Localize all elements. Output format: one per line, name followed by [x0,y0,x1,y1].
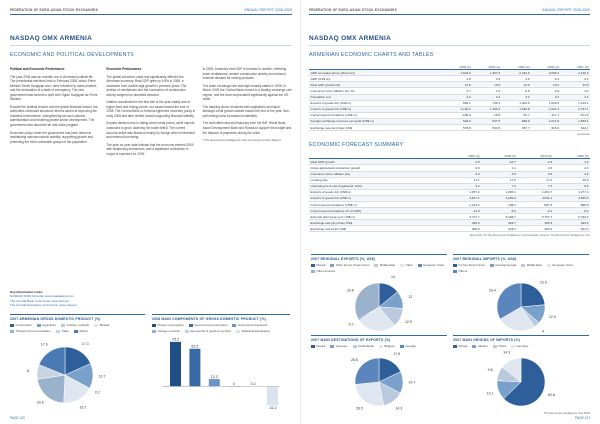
chart-legend [453,263,589,273]
data-label: 0.7 [348,322,354,327]
table-cell: Current-account balance (US$ m) [309,112,443,118]
table-cell: 13.8 [561,82,590,88]
legend-swatch [152,324,156,327]
chart-gdp-components-2008 [152,312,290,416]
column-header: 2005 (a) [502,64,531,70]
table-cell: 3.5 [481,171,517,177]
table-cell: 394.2 [517,226,553,232]
table-cell: 17.0 [517,177,553,183]
data-label: 17.3 [81,341,89,346]
table-cell: 4.9 [502,76,531,82]
chart-rule [453,335,589,336]
legend-swatch [10,324,14,327]
table-cell: 457.7 [502,125,531,131]
legend-swatch [311,264,315,267]
table-cell: 1,219.1 [561,100,590,106]
table-cell: 1,921.3 [531,106,560,112]
table-cell: 306.0 [445,226,481,232]
table-cell: Consumer price inflation (av) [309,171,445,177]
table-cell: -571.5 [561,112,590,118]
table-cell: Current-account balance (% of GDP) [309,208,445,214]
chart-rule [152,314,290,315]
header-right: ANNUAL REPORT 2008-2009 [542,8,590,12]
table-cell: 3.5 [517,171,553,177]
table-cell: 16.5 [554,177,590,183]
chart-export-destinations [311,333,447,417]
header-rule [10,14,292,15]
table-cell: -9.4 [554,208,590,214]
table-cell: 2,656.2 [531,70,560,76]
data-table [309,64,590,131]
table-cell: 401.3 [554,226,590,232]
table-cell: -788.1 [481,201,517,207]
table-cell: 578.8 [443,125,472,131]
table-cell: 5,168.1 [481,214,517,220]
data-label: 13.1 [486,391,494,396]
table-cell: Exports of goods fob (US$ m) [309,100,443,106]
table-cell: 2,797.1 [561,106,590,112]
table-cell: 363.7 [481,220,517,226]
forecast-table [309,153,590,237]
table-cell: 4.6 [554,171,590,177]
legend-item: Middle East [521,263,542,267]
paragraph: The year-on-year data indicate that the economy entered 2009 with weakening momentum, and a significant contraction in output is expected for 2009. [106,142,194,156]
data-label: 23.5 [539,280,547,285]
page-title: NASDAQ OMX ARMENIA [309,35,392,42]
key-links [10,290,77,307]
table-cell: 0.6 [502,88,531,94]
table-cell: 9.2 [561,76,590,82]
legend-item: Gross fixed investment [232,323,267,327]
data-label: 62.8 [547,392,555,397]
table-source: (a) Actual. [577,132,590,137]
chart-legend [311,263,447,273]
table-cell: 3.2 [561,94,590,100]
economic-table [309,64,590,136]
legend-swatch [330,264,334,267]
table-cell: 1,659.1 [561,118,590,124]
paragraph: Exports declined due to falling world metal prices, while imports continued to grow, widening the trade deficit. The current account deficit was financed mainly by foreign direct investment and external borrowing. [106,121,195,140]
table-cell: 3,289.3 [481,195,517,201]
data-label: 13.7 [98,374,106,379]
table-cell: 2.0 [517,165,553,171]
legend-item: Mineral [94,323,109,327]
table-cell: Imports of goods fob (US$ m) [309,195,445,201]
text-column-2 [106,67,195,159]
section-title: ARMENIAN ECONOMIC CHARTS AND TABLES [309,52,434,58]
column-header: 2006 (a) [531,64,560,70]
table-cell: Real GDP growth (%) [309,82,443,88]
table-cell: 3,149.3 [561,70,590,76]
table-row [309,125,590,131]
legend-item: Change in stocks [152,329,180,333]
title-rule [309,45,590,46]
chart-import-origins [453,333,589,417]
table-cell: 13.2 [531,82,560,88]
legend-swatch [400,264,404,267]
column-header: 2009 (b) [481,153,517,159]
table-cell: 3.2 [531,94,560,100]
text-columns [10,67,292,159]
data-label: 14.3 [503,350,511,355]
data-label: 12 [408,294,413,299]
legend-swatch [418,264,422,267]
chart-title: 2007 MAIN ORIGINS OF IMPORTS (%) [453,338,521,342]
legend-item: Russia [311,344,325,348]
column-header: 2004 (a) [472,64,501,70]
data-label: 12.2 [210,374,218,379]
legend-item: Others [453,269,467,273]
table-cell: 7.0 [517,183,553,189]
column-header: 2009 (b) [554,153,590,159]
chart-legend [10,323,145,333]
table-cell: 504.6 [443,118,472,124]
table-cell: 3,471.7 [445,214,481,220]
data-label: 14 [391,275,396,280]
table-cell: Unemployment rate (registered; av%) [309,183,445,189]
link-nasdaq[interactable]: NASDAQ OMX Armenia: www.nasdaqomx.am [10,294,74,299]
column-header: 2010 (b) [517,153,553,159]
table-cell: 416.0 [531,125,560,131]
chart-rule [311,335,447,336]
page-title: NASDAQ OMX ARMENIA [10,35,93,42]
data-table [309,153,590,232]
table-cell: 13.9 [502,82,531,88]
table-cell: 1,025.0 [531,100,560,106]
table-cell: 7.0 [472,88,501,94]
legend-swatch [521,264,525,267]
table-cell: -117.1 [531,112,560,118]
page-number: PAGE 120 [10,416,25,420]
bar [267,386,278,405]
table-cell: 2.8 [443,76,472,82]
pie-slice [355,358,379,384]
table-cell: 1,095.1 [481,189,517,195]
data-label: 0.2 [94,390,100,395]
legend-item: Statistical discrepancy [236,329,270,333]
table-cell: 1,907.9 [472,70,501,76]
chart-rule [311,254,447,255]
bar [189,349,200,387]
table-cell: 3,650.5 [554,195,590,201]
data-label: 4 [541,329,544,334]
table-cell: -897.5 [517,201,553,207]
legend-item: Ukraine [472,344,487,348]
pie-chart [453,273,589,337]
data-label: -32.2 [268,405,277,410]
table-cell: External debt (year-end; US$ m) [309,214,445,220]
table-cell: 2,242.9 [502,70,531,76]
link-central-bank[interactable]: The Central Bank of Armenia: www.cba.am [10,298,69,303]
legend-item: Other America [311,269,335,273]
table-cell: Gross agricultural production growth [309,165,445,171]
chart-title: 2008 MAIN COMPONENTS OF GROSS DOMESTIC PRODUCT (%) [152,317,266,321]
table-cell: -11.5 [445,208,481,214]
table-cell: 1,277.0 [554,189,590,195]
table-cell: 4.7 [443,88,472,94]
pie-chart [10,333,145,411]
table-cell: 1,071.8 [531,118,560,124]
bar [170,342,181,386]
table-cell: Consumer price inflation (av; %) [309,88,443,94]
table-cell: 385.9 [517,220,553,226]
table-cell: 6.3 [445,183,481,189]
data-label: 14.3 [395,406,403,411]
table-cell: 547.5 [472,118,501,124]
legend-item: Germany [511,344,528,348]
legend-item: Russia [311,263,325,267]
table-cell: 1,624.6 [443,70,472,76]
table-cell: 3,511.1 [517,195,553,201]
legend-item: Belgium [379,344,395,348]
data-label: 26.5 [355,406,363,411]
legend-item: European Union [418,263,444,267]
footnote: * The Economist Intelligence Unit, Armenia Country Report [202,138,281,143]
legend-item: Agriculture [37,323,56,327]
table-cell: 378.1 [481,226,517,232]
table-cell: 306.0 [445,220,481,226]
table-cell: 3.6 [472,76,501,82]
paragraph: Despite the political tension and the global financial turmoil, the authorities continued structural reforms aimed at improving the business environment, strengthening tax and customs administration and fostering private sector development. The government also launched an anti-crisis program. [10,104,98,128]
table-cell: 3.2 [443,94,472,100]
column-heading: Economic Performance [106,67,142,71]
legend-swatch [189,324,193,327]
table-cell: 6.8 [554,183,590,189]
data-label: 20.6 [36,400,44,405]
table-cell: Foreign-exchange reserves excl gold (US$ m) [309,118,443,124]
table-cell: 14.0 [443,82,472,88]
table-cell: 738.3 [472,100,501,106]
chart-rule [453,254,589,255]
pie-slice [37,375,65,403]
column-header: 2007 (a) [561,64,590,70]
table-cell: Current-account balance (US$ m) [309,201,445,207]
data-label: 33.6 [346,288,354,293]
title-rule [10,45,292,46]
legend-item: Other [400,263,413,267]
table-cell: 1.0 [554,159,590,165]
table-row [309,226,590,232]
table-cell: 696.1 [443,100,472,106]
table-cell: 5,737.7 [517,214,553,220]
legend-item: Georgia [400,344,416,348]
paragraph: Economic policy under the government has been aimed at maintaining macroeconomic stability, supporting growth and protecting the most vulnerable groups of the population. [10,130,94,144]
section-title: ECONOMIC AND POLITICAL DEVELOPMENTS [10,52,134,58]
legend-swatch [94,324,98,327]
data-label: 17.9 [40,342,48,347]
paragraph: The dram exchange rate was kept broadly stable in 2008. In March 2009 the Central Bank moved to a floating exchange rate regime, and the dram depreciated significantly against the US dollar. [202,83,292,102]
legend-item: Private consumption [152,323,184,327]
table-source: (a) Actual. (b) The Economist Intelligence Unit forecasts. Source: The Economist Intelligence Unit [469,233,590,238]
table-cell: Exchange rate (av) Dram:US$ [309,220,445,226]
data-label: 12.9 [404,319,412,324]
paragraph: In 2009, Armenia's real GDP is forecast to decline, reflecting lower remittances, weaker construction activity and reduced external demand for mining products. [202,67,287,81]
table-cell: 4.4 [561,88,590,94]
table-cell: 17.1 [445,177,481,183]
legend-item: European Union [547,263,573,267]
paragraph: The year 2008 was an eventful one in Armenian political life. The presidential elections held in February 2008, which Prime Minister Serzh Sargsyan won, were followed by mass protests and the declaration of a state of emergency. The new government was formed in April with Tigran Sargsyan as Prime Minister. [10,74,98,102]
legend-item: Trade [56,329,69,333]
legend-swatch [37,324,41,327]
data-label: 63.5 [191,344,199,349]
table-cell: -1,314.2 [445,201,481,207]
bar-chart [152,333,290,411]
chart-regional-imports [453,252,589,342]
table-cell: 1.1 [481,165,517,171]
text-column-1 [10,67,99,159]
chart-rule [10,314,145,315]
legend-item: Developing Asia [490,263,516,267]
table-cell: -898.8 [554,201,590,207]
column-header: 2008 (a) [445,153,481,159]
paragraph: The global economic crisis has significantly affected the Armenian economy. Real GDP grew by 6.8% in 2008, a slowdown from double-digit growth in previous years. The decline of remittances and the contraction of construction activity weighed on domestic demand. [106,74,187,97]
header-left: FEDERATION OF EURO-ASIAN STOCK EXCHANGES [309,8,397,12]
table-cell: 533.5 [472,125,501,131]
header-left: FEDERATION OF EURO-ASIAN STOCK EXCHANGES [10,8,98,12]
table-cell: -1.5 [517,159,553,165]
table-cell: 342.1 [561,125,590,131]
data-label: 16.7 [79,405,87,410]
table-cell: 1,130.2 [443,106,472,112]
table-cell: 3.2 [472,94,501,100]
table-cell: 10.5 [472,82,501,88]
pie-chart [311,348,447,412]
legend-item: Others [74,329,88,333]
chart-regional-exports [311,252,447,342]
header-rule [309,14,590,15]
table-cell: GDP at market prices (Dram bn) [309,70,443,76]
data-label: 0.2 [250,381,256,386]
legend-item: Construction [10,323,32,327]
table-cell: 9.0 [445,171,481,177]
table-cell: 2.0 [445,165,481,171]
right-page [300,0,600,424]
table-cell: 3,817.1 [445,195,481,201]
legend-item: Industry (+others) [61,323,89,327]
data-label: 8 [27,368,30,373]
column-heading: Political and Economic Performance [10,67,65,71]
table-cell: 17.5 [481,177,517,183]
legend-item: Russia [453,344,467,348]
table-cell: 6.4 [531,76,560,82]
data-label: 14.7 [408,380,416,385]
paragraph: Inflation accelerated in the first half of the year mainly due to higher food and energy prices, but eased toward the end of 2008. The Central Bank of Armenia tightened monetary policy in early 2008 and later shifted toward supporting financial stability. [106,100,196,118]
table-cell: Exchange rate Dram:US$ [309,226,445,232]
table-cell: 395.0 [554,220,590,226]
data-label: 12.9 [548,315,556,320]
chart-legend [152,323,290,333]
data-label: 26.6 [351,357,359,362]
table-cell: Imports of goods fob (US$ m) [309,106,443,112]
chart-title: 2007 REGIONAL EXPORTS (%, US$) [311,257,376,261]
data-label: 0 [232,382,235,387]
legend-swatch [547,264,551,267]
data-label: 33.4 [488,288,496,293]
legend-item: Transport & communication [10,329,51,333]
bar [209,379,220,386]
table-cell: 1,057.2 [445,189,481,195]
table-cell: -8.2 [481,208,517,214]
data-label: 9.8 [487,368,493,373]
links-heading: Key Information Links [10,290,43,294]
chart-title: 2007 MAIN DESTINATIONS OF EXPORTS (%) [311,338,391,342]
table-cell: -9.1 [517,208,553,214]
pie-chart [453,348,589,412]
page-header [309,8,590,12]
paragraph: The banking sector remained well capitalized and liquid, although credit growth slowed toward the end of the year. Non-performing loans increased moderately. [202,104,290,118]
table-cell: -19.6 [472,112,501,118]
pie-chart [311,273,447,337]
data-label: 17.9 [393,352,401,357]
table-cell: Real GDP growth [309,159,445,165]
data-label: 75.2 [172,337,179,342]
legend-item: Middle East [374,263,395,267]
legend-item: Netherlands [353,344,374,348]
table-cell: 3.2 [502,94,531,100]
page-number: PAGE 121 [575,416,590,420]
table-cell: Lending rate [309,177,445,183]
table-cell: 6.8 [445,159,481,165]
text-column-3 [203,67,292,159]
table-cell: 7.0 [481,183,517,189]
table-cell: -10.7 [481,159,517,165]
table-cell: 1,592.8 [502,106,531,112]
pie-slice [355,382,384,406]
chart-title: 2007 ARMENIAN GROSS DOMESTIC PRODUCT (%) [10,317,101,321]
table-cell: 1,254.7 [517,189,553,195]
table-cell: 2.9 [531,88,560,94]
forecast-title: ECONOMIC FORECAST SUMMARY [309,142,404,149]
table-cell: Exchange rate (av) Dram:US$ [309,125,443,131]
table-cell: Population (m) [309,94,443,100]
table-cell: 668.6 [502,118,531,124]
bottom-note: The Economist Intelligence Unit 2009 [543,411,590,415]
legend-item: Germany [330,344,347,348]
legend-item: China [493,344,506,348]
table-cell: 2.3 [554,165,590,171]
table-cell: 5,793.0 [554,214,590,220]
table-cell: 1,196.3 [472,106,501,112]
column-header: 2003 (a) [443,64,472,70]
legend-swatch [490,264,494,267]
chart-gdp-2007 [10,312,145,416]
table-cell: 1,004.9 [502,100,531,106]
legend-item: Other former Soviet Union [330,263,369,267]
paragraph: The authorities secured financing from the IMF, World Bank, Asian Development Bank and Russia to support the budget and the balance of payments during the crisis. [202,121,292,135]
table-cell: -189.4 [443,112,472,118]
table-cell: GDP (US$ bn) [309,76,443,82]
legend-item: Government consumption [189,323,228,327]
legend-item: Net exports of goods & services [185,329,231,333]
header-right: ANNUAL REPORT 2008-2009 [244,8,292,12]
legend-swatch [232,324,236,327]
legend-swatch [61,324,65,327]
legend-swatch [453,264,457,267]
chart-title: 2007 REGIONAL IMPORTS (%, US$) [453,257,517,261]
legend-item: Former Soviet Union [453,263,485,267]
page-header [10,8,292,12]
table-cell: -51.7 [502,112,531,118]
legend-swatch [374,264,378,267]
link-depository[interactable]: The Central Depository of Armenia: www.cda.am [10,302,77,307]
table-cell: Exports of goods fob (US$ m) [309,189,445,195]
